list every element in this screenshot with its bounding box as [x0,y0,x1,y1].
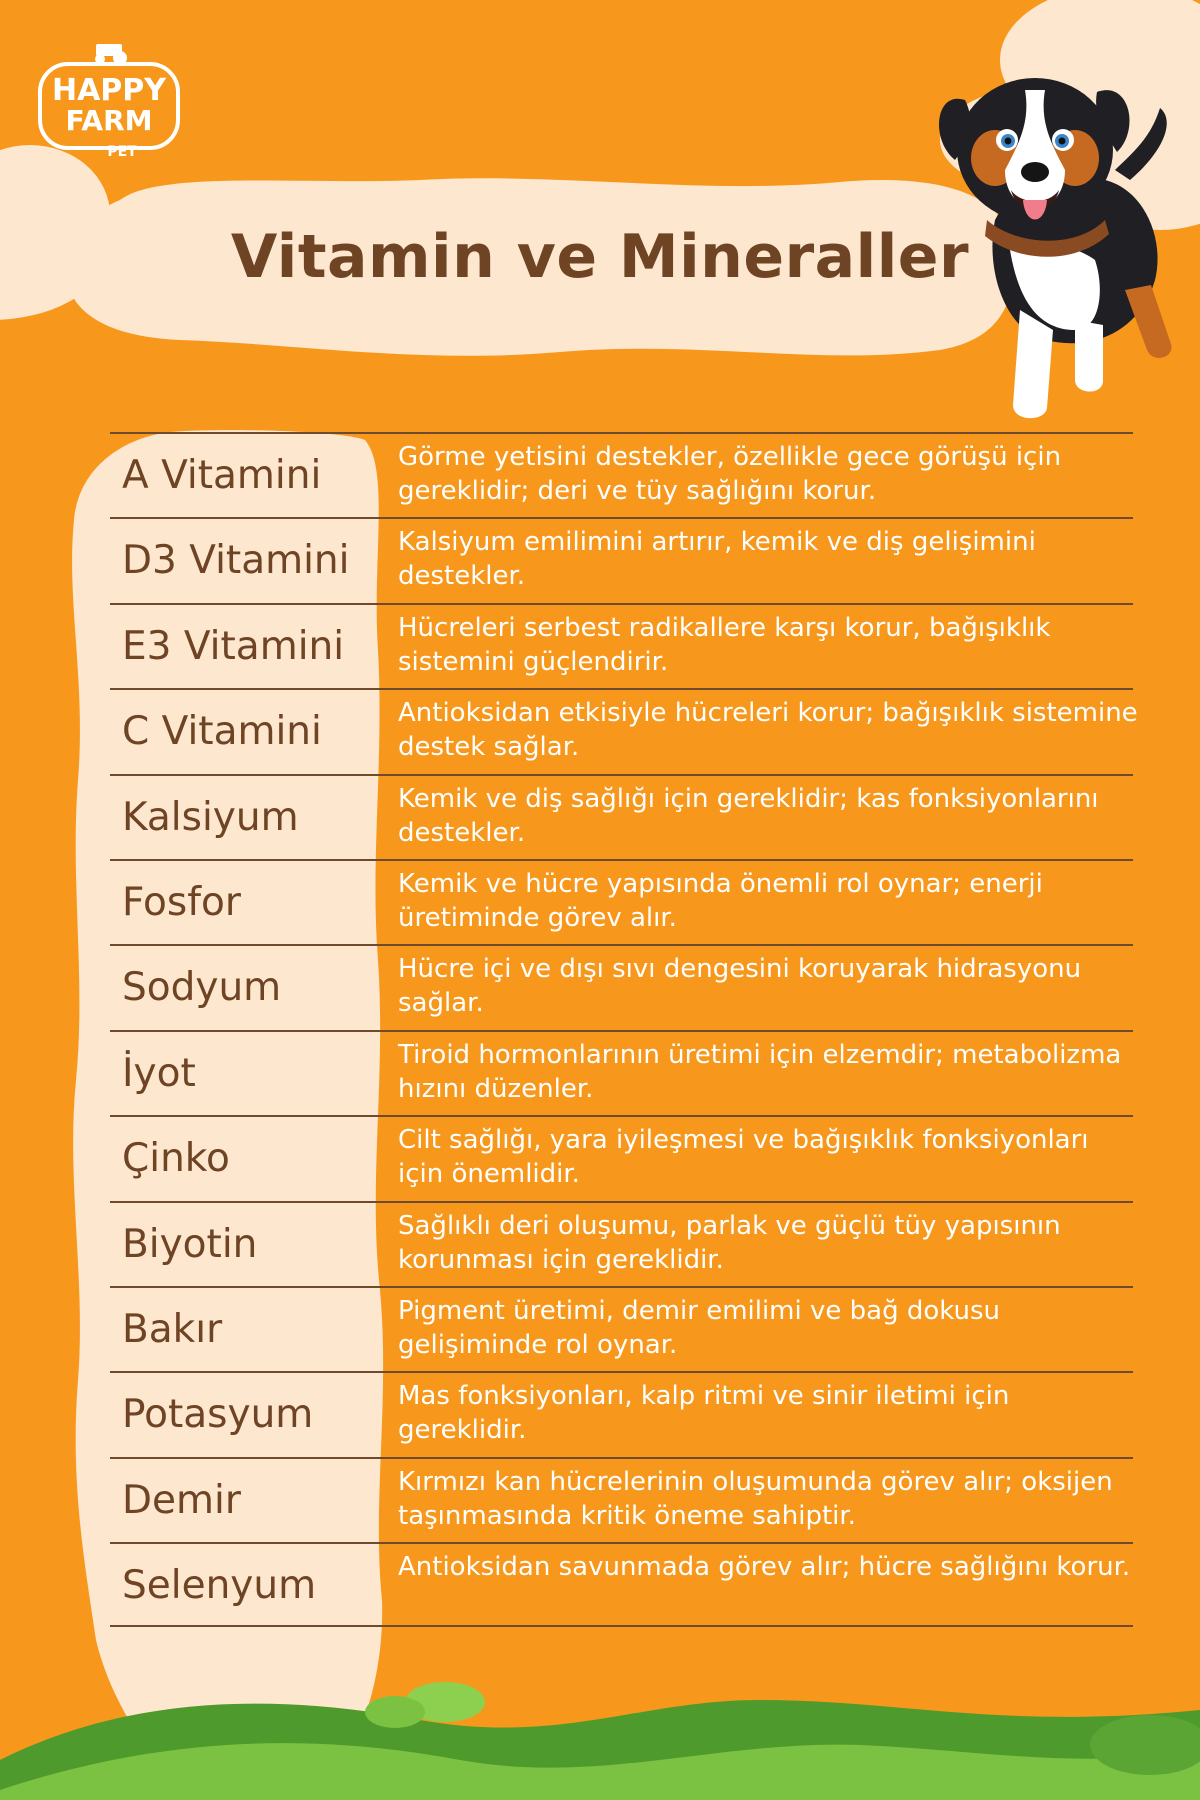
nutrient-row [110,432,1133,517]
nutrient-name: Fosfor [122,879,241,925]
nutrient-description: Tiroid hormonlarının üretimi için elzemdir; metabolizma hızını düzenler. [398,1039,1122,1104]
nutrient-description: Kalsiyum emilimini artırır, kemik ve diş gelişimini destekler. [398,527,1036,592]
nutrient-row [110,859,1133,944]
nutrient-name: Demir [122,1477,241,1523]
tractor-icon [95,44,127,65]
nutrient-row [110,1542,1133,1627]
nutrient-name: Çinko [122,1136,230,1182]
nutrient-name: Biyotin [122,1221,258,1267]
nutrient-row [110,1201,1133,1286]
nutrient-name: İyot [122,1050,196,1096]
brand-line-3: PET [107,144,137,160]
nutrient-description: Sağlıklı deri oluşumu, parlak ve güçlü tüy yapısının korunması için gereklidir. [398,1210,1061,1275]
nutrient-description: Antioksidan savunmada görev alır; hücre sağlığını korur. [398,1552,1131,1583]
nutrient-name: Selenyum [122,1563,317,1609]
brand-line-2: FARM [65,104,153,137]
nutrient-description: Kemik ve hücre yapısında önemli rol oynar; enerji üretiminde görev alır. [398,868,1043,933]
brand-logo [34,34,184,164]
nutrient-name: E3 Vitamini [122,623,345,669]
nutrient-description: Mas fonksiyonları, kalp ritmi ve sinir iletimi için gereklidir. [398,1381,1010,1446]
nutrient-name: Kalsiyum [122,794,299,840]
nutrient-row [110,1286,1133,1371]
nutrient-row [110,1371,1133,1456]
nutrient-description: Antioksidan etkisiyle hücreleri korur; bağışıklık sistemine destek sağlar. [398,698,1138,763]
nutrient-name: Bakır [122,1306,223,1352]
nutrient-name: Sodyum [122,965,282,1011]
nutrient-row [110,1115,1133,1200]
nutrient-description: Kemik ve diş sağlığı için gereklidir; kas fonksiyonlarını destekler. [398,783,1099,848]
nutrient-description: Görme yetisini destekler, özellikle gece görüşü için gereklidir; deri ve tüy sağlığını korur. [398,442,1062,506]
nutrient-description: Hücreleri serbest radikallere karşı korur, bağışıklık sistemini güçlendirir. [398,612,1051,677]
nutrient-table [110,432,1138,1627]
nutrient-name: C Vitamini [122,709,322,755]
nutrient-description: Hücre içi ve dışı sıvı dengesini koruyarak hidrasyonu sağlar. [398,954,1082,1019]
nutrient-name: Potasyum [122,1392,314,1438]
nutrient-row [110,1030,1133,1115]
nutrient-row [110,774,1133,859]
nutrient-description: Kırmızı kan hücrelerinin oluşumunda görev alır; oksijen taşınmasında kritik öneme sahiptir. [398,1466,1113,1531]
nutrient-row [110,517,1133,602]
nutrient-row [110,688,1138,773]
nutrient-name: A Vitamini [122,453,322,498]
nutrient-row [110,944,1133,1029]
page-title: Vitamin ve Mineraller [230,222,970,292]
nutrient-description: Cilt sağlığı, yara iyileşmesi ve bağışıklık fonksiyonları için önemlidir. [398,1125,1089,1190]
nutrient-row [110,1457,1133,1542]
nutrient-description: Pigment üretimi, demir emilimi ve bağ dokusu gelişiminde rol oynar. [398,1295,1001,1360]
nutrient-name: D3 Vitamini [122,538,350,584]
brand-line-1: HAPPY [51,73,167,108]
nutrient-row [110,603,1133,688]
